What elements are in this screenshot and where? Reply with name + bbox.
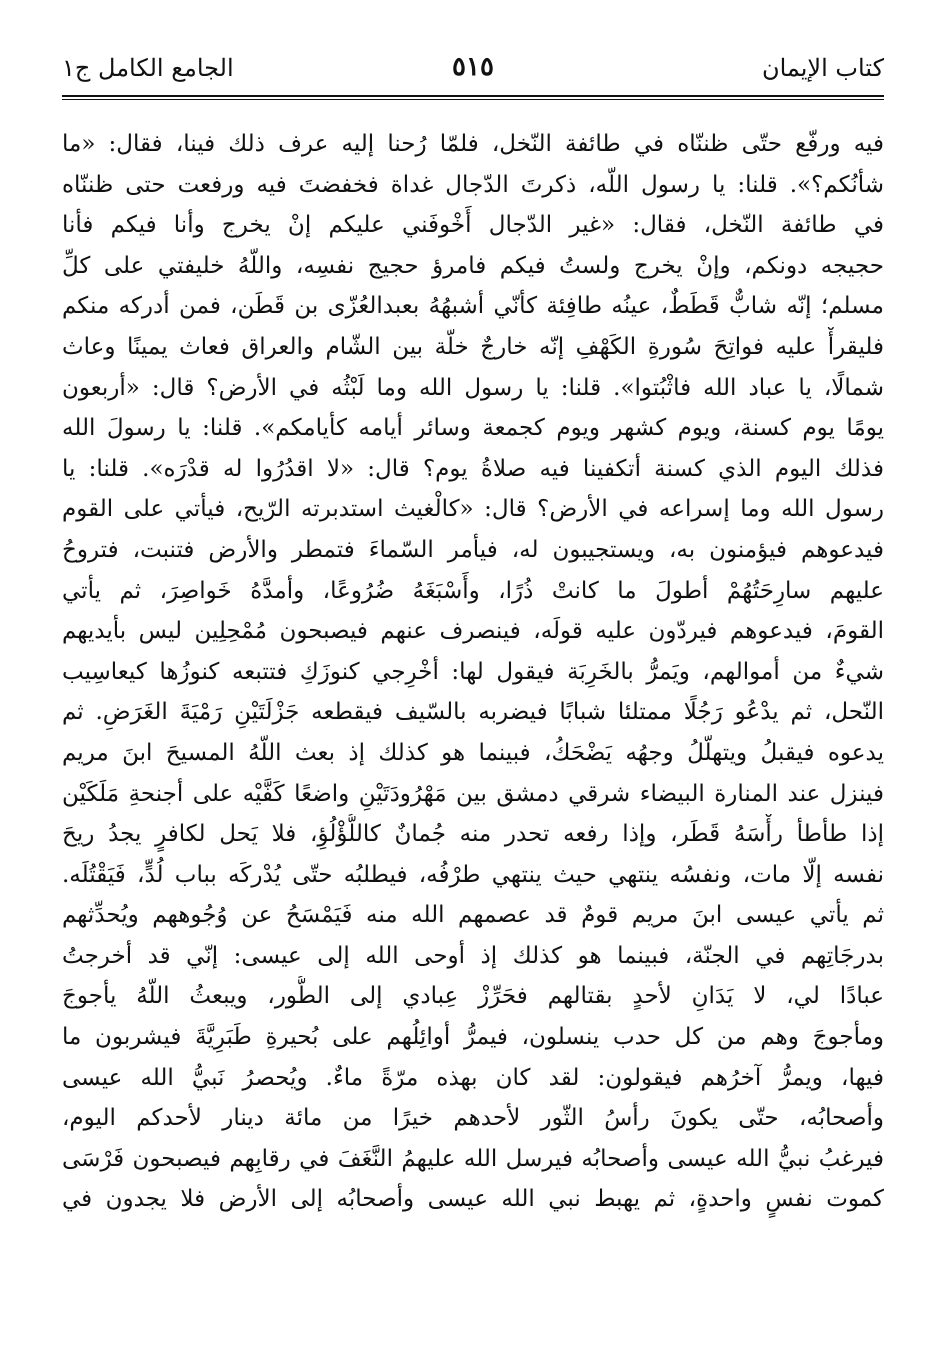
page-header — [62, 52, 884, 92]
text-line: فذلك اليوم الذي كسنة أتكفينا فيه صلاةُ يوم؟ قال: «لا اقدُرُوا له قدْرَه». قلنا: يا — [62, 455, 884, 482]
text-line: شأنُكم؟». قلنا: يا رسول اللّه، ذكرتَ الدّجال غداة فخفضتَ فيه ورفعت حتى ظننّاه — [62, 171, 884, 198]
text-line: بدرجَاتِهم في الجنّة، فبينما هو كذلك إذ أوحى الله إلى عيسى: إنّي قد أخرجتُ — [62, 942, 884, 969]
text-line: عبادًا لي، لا يَدَانِ لأحدٍ بقتالهم فحَرِّزْ عِبادي إلى الطُّور، ويبعثُ اللّهُ يأجوجَ — [62, 983, 884, 1010]
text-line: شيءٌ من أموالهم، ويَمرُّ بالخَرِبَة فيقول لها: أخْرِجي كنوزَكِ فتتبعه كنوزُها كيعاسِيب — [62, 658, 884, 685]
text-line: يومًا يوم كسنة، ويوم كشهر ويوم كجمعة وسائر أيامه كأيامكم». قلنا: يا رسولَ الله — [62, 415, 884, 442]
text-line: حجيجه دونكم، وإنْ يخرج ولستُ فيكم فامرؤ حجيج نفسِه، واللّهُ خليفتي على كلِّ — [62, 252, 884, 279]
text-line: النّحل، ثم يدْعُو رَجُلًا ممتلئا شبابًا فيضربه بالسّيف فيقطعه جَزْلَتَيْنِ رَمْيَةَ الغَرَضِ. ثم — [62, 699, 884, 726]
section-title: كتاب الإيمان — [761, 54, 884, 82]
text-line: فيها، ويمرُّ آخرُهم فيقولون: لقد كان بهذه مرّةً ماءٌ. ويُحصرُ نَبيُّ الله عيسى — [62, 1064, 884, 1091]
text-line: فيه ورفّع حتّى ظننّاه في طائفة النّخل، فلمّا رُحنا إليه عرف ذلك فينا، فقال: «ما — [62, 131, 884, 157]
text-line: ثم يأتي عيسى ابنَ مريم قومٌ قد عصمهم الله منه فَيَمْسَحُ عن وُجُوههم ويُحدِّثهم — [62, 902, 884, 929]
page-number: ٥١٥ — [452, 52, 494, 82]
text-line: إذا طأطأ رأْسَهُ قَطَر، وإذا رفعه تحدر منه جُمانٌ كاللُّؤْلُؤِ، فلا يَحل لكافرٍ يجدُ ريحَ — [62, 821, 884, 848]
text-line: شمالًا، يا عباد الله فاثْبُتوا». قلنا: يا رسول الله وما لَبْثُه في الأرض؟ قال: «أربعون — [62, 374, 884, 401]
text-line: القومَ، فيدعوهم فيردّون عليه قولَه، فينصرف عنهم فيصبحون مُمْحِلِين ليس بأيديهم — [62, 618, 884, 645]
text-line: عليهم سارِحَتُهُمْ أطولَ ما كانتْ ذُرًا، وأَسْبَغَهُ ضُرُوعًا، وأمدَّهُ خَواصِرَ، ثم يأتي — [62, 577, 884, 604]
text-line: فيرغبُ نبيُّ الله عيسى وأصحابُه فيرسل الله عليهمُ النَّغَفَ في رقابِهم فيصبحون فَرْسَى — [62, 1145, 884, 1172]
text-line: في طائفة النّخل، فقال: «غير الدّجال أَخْوفَني عليكم إنْ يخرج وأنا فيكم فأنا — [62, 212, 884, 239]
header-rule — [62, 95, 884, 97]
text-line: يدعوه فيقبلُ ويتهلّلُ وجهُه يَضْحَكُ، فبينما هو كذلك إذ بعث اللّهُ المسيحَ ابنَ مريم — [62, 739, 884, 766]
body-text — [62, 124, 884, 1220]
text-line: نفسه إلّا مات، ونفسُه ينتهي حيث ينتهي طرْفُه، فيطلبُه حتّى يُدْركَه بباب لُدٍّ، فَيَقْتُلَه. — [62, 861, 884, 888]
text-line: فيدعوهم فيؤمنون به، ويستجيبون له، فيأمر السّماءَ فتمطر والأرض فتنبت، فتروحُ — [62, 536, 884, 563]
text-line: ومأجوجَ وهم من كل حدب ينسلون، فيمرُّ أوائِلُهم على بُحيرةِ طَبَرِيَّةَ فيشربون ما — [62, 1024, 884, 1051]
book-title: الجامع الكامل ج١ — [62, 54, 234, 82]
text-line: رسول الله وما إسراعه في الأرض؟ قال: «كالْغيث استدبرته الرّيح، فيأتي على القوم — [62, 496, 884, 523]
text-line: كموت نفسٍ واحدةٍ، ثم يهبط نبي الله عيسى وأصحابُه إلى الأرض فلا يجدون في — [62, 1186, 884, 1213]
text-line: وأصحابُه، حتّى يكونَ رأسُ الثّور لأحدهم خيرًا من مائة دينار لأحدكم اليوم، — [62, 1105, 884, 1132]
text-line: مسلم؛ إنّه شابٌّ قَطَطٌ، عينُه طافِئة كأنّي أشبهُهُ بعبدالعُزّى بن قَطَن، فمن أدركه منكم — [62, 293, 884, 320]
text-line: فليقرأْ عليه فواتِحَ سُورةِ الكَهْفِ إنّه خارجٌ خلّة بين الشّام والعراق فعاث يمينًا وعاث — [62, 333, 884, 360]
text-line: فينزل عند المنارة البيضاء شرقي دمشق بين مَهْرُودَتَيْنِ واضعًا كَفَّيْه على أجنحةِ مَلَكَيْن — [62, 780, 884, 807]
header-rule-thin — [62, 99, 884, 100]
